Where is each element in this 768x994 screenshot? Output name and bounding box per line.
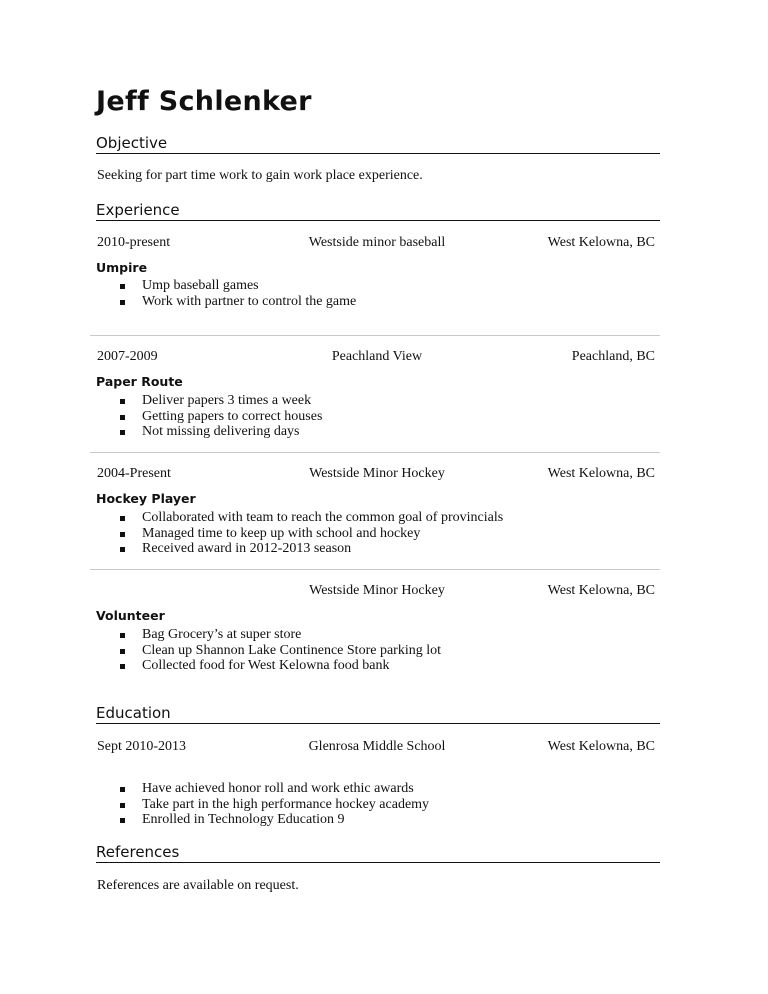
experience-heading: Experience — [96, 202, 660, 221]
list-item: Getting papers to correct houses — [118, 409, 322, 425]
job-location: Peachland, BC — [571, 349, 655, 364]
job-role: Volunteer — [96, 608, 165, 623]
job-row — [97, 583, 655, 599]
education-bullet-list — [118, 781, 429, 828]
section-divider — [90, 335, 660, 336]
job-row — [97, 349, 655, 365]
references-heading: References — [96, 844, 660, 863]
job-location: West Kelowna, BC — [547, 466, 655, 481]
list-item: Bag Grocery’s at super store — [118, 627, 441, 643]
job-dates: 2004-Present — [97, 466, 171, 481]
job-role: Hockey Player — [96, 491, 196, 506]
job-organization: Westside minor baseball — [308, 235, 446, 250]
education-school: Glenrosa Middle School — [308, 739, 446, 754]
job-role: Umpire — [96, 260, 148, 275]
job-bullet-list — [118, 278, 356, 309]
list-item: Collaborated with team to reach the common goal of provincials — [118, 510, 503, 526]
list-item: Received award in 2012-2013 season — [118, 541, 503, 557]
objective-text: Seeking for part time work to gain work place experience. — [97, 168, 423, 183]
resume-name: Jeff Schlenker — [96, 86, 312, 117]
education-location: West Kelowna, BC — [547, 739, 655, 754]
list-item: Deliver papers 3 times a week — [118, 393, 322, 409]
job-bullet-list — [118, 627, 441, 674]
list-item: Collected food for West Kelowna food bank — [118, 658, 441, 674]
list-item: Have achieved honor roll and work ethic awards — [118, 781, 429, 797]
job-organization: Peachland View — [331, 349, 423, 364]
objective-heading: Objective — [96, 135, 660, 154]
list-item: Managed time to keep up with school and hockey — [118, 526, 503, 542]
job-bullet-list — [118, 510, 503, 557]
job-dates: 2010-present — [97, 235, 171, 250]
education-dates: Sept 2010-2013 — [97, 739, 187, 754]
education-row — [97, 739, 655, 755]
section-divider — [90, 569, 660, 570]
job-row — [97, 235, 655, 251]
job-location: West Kelowna, BC — [547, 583, 655, 598]
list-item: Work with partner to control the game — [118, 294, 356, 310]
job-location: West Kelowna, BC — [547, 235, 655, 250]
list-item: Take part in the high performance hockey academy — [118, 797, 429, 813]
job-role: Paper Route — [96, 374, 183, 389]
references-text: References are available on request. — [97, 878, 299, 893]
education-heading: Education — [96, 705, 660, 724]
list-item: Ump baseball games — [118, 278, 356, 294]
list-item: Not missing delivering days — [118, 424, 322, 440]
job-bullet-list — [118, 393, 322, 440]
list-item: Enrolled in Technology Education 9 — [118, 812, 429, 828]
job-organization: Westside Minor Hockey — [309, 583, 445, 598]
job-row — [97, 466, 655, 482]
list-item: Clean up Shannon Lake Continence Store parking lot — [118, 643, 441, 659]
section-divider — [90, 452, 660, 453]
job-organization: Westside Minor Hockey — [309, 466, 445, 481]
job-dates: 2007-2009 — [97, 349, 158, 364]
